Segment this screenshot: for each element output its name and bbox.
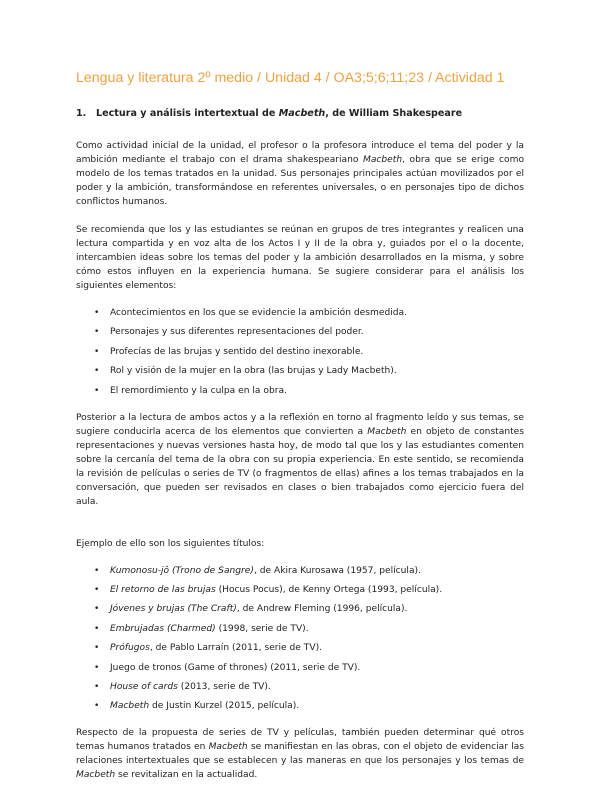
p1-a: Como actividad inicial de la unidad, el profesor o la profesora introduce el tema del poder y la ambición mediante el trabajo con el drama shakespeariano (76, 141, 524, 165)
title-rest: de Justin Kurzel (2015, película). (149, 701, 300, 712)
p3-b: Macbeth (367, 426, 407, 437)
list-item: • Personajes y sus diferentes representaciones del poder. (94, 326, 524, 338)
titles-list (76, 565, 524, 713)
p3-a: Posterior a la lectura de ambos actos y a la reflexión en torno al fragmento leído y sus temas, se sugiere conducirla acerca de los elementos que convierten a (76, 412, 524, 437)
paragraph-recommendation: Se recomienda que los y las estudiantes se reúnan en grupos de tres integrantes y realicen una lectura compartida y en voz alta de los Actos I y II de la obra y, guiados por el o la docente, intercambien ideas sobre los temas del poder y la ambición desarrollados en la misma, y sobre cómo estos influyen en la experiencia humana. Se sugiere considerar para el análisis los siguientes elementos: (76, 225, 524, 291)
list-item: • Acontecimientos en los que se evidencie la ambición desmedida. (94, 307, 524, 319)
paragraph-intro (76, 139, 524, 209)
section-number: 1. (76, 108, 87, 119)
title-rest: , de Andrew Fleming (1996, película). (236, 604, 408, 615)
title-italic: House of cards (110, 681, 178, 692)
p1-b: Macbeth (362, 155, 403, 165)
p5-a: Respecto de la propuesta de series de TV y películas, también pueden determinar qué otros temas humanos tratados en (76, 728, 524, 753)
title-italic: Prófugos (110, 643, 150, 654)
paragraph-examples-intro: Ejemplo de ello son los siguientes títulos: (76, 538, 265, 549)
section-title (76, 108, 524, 119)
title-italic: Embrujadas (Charmed) (110, 623, 216, 634)
title-italic: Kumonosu-jô (Trono de Sangre) (110, 565, 254, 576)
list-item (94, 662, 524, 674)
p5-b: Macbeth (208, 742, 248, 753)
p5-c: se manifiestan en las obras, con el objeto de evidenciar las relaciones intertextuales que se establecen y las maneras en que los personajes y los temas de (76, 742, 524, 767)
p1-c: , obra que se erige como modelo de los temas tratados en la unidad. Sus personajes principales actúan movilizados por el poder y la ambición, transformándose en referentes universales, o en personajes tipo de dichos conflictos humanos. (76, 155, 525, 207)
spacer (76, 523, 524, 537)
title-italic: Macbeth (110, 701, 150, 712)
p5-e: se revitalizan en la actualidad. (115, 770, 258, 781)
section-title-text (96, 108, 462, 119)
title-rest: , de Akira Kurosawa (1957, película). (253, 565, 421, 576)
list-item (94, 565, 524, 577)
p5-d: Macbeth (76, 770, 116, 781)
title-rest: (1998, serie de TV). (215, 623, 309, 634)
title-rest: (2013, serie de TV). (177, 681, 271, 692)
list-item: • Profecías de las brujas y sentido del destino inexorable. (94, 346, 524, 358)
paragraph-closing (76, 726, 524, 782)
list-item: • Rol y visión de la mujer en la obra (las brujas y Lady Macbeth). (94, 365, 524, 377)
title-pre: Lectura y análisis intertextual de (96, 108, 279, 119)
p3-c: en objeto de constantes representaciones y nuevas versiones hasta hoy, de modo tal que los y las estudiantes comenten sobre la cercanía del tema de la obra con su propia experiencia. En este sentido, se recomienda la revisión de películas o series de TV (o fragmentos de ellas) afines a los temas trabajados en la conversación, que pueden ser revisados en clases o bien trabajados como ejercicio fuera del aula. (76, 426, 524, 507)
title-post: , de William Shakespeare (325, 108, 463, 119)
paragraph-discussion (76, 411, 524, 509)
list-item (94, 700, 524, 712)
title-italic: Jóvenes y brujas (The Craft) (110, 604, 237, 615)
analysis-elements-list (76, 307, 524, 397)
list-item (94, 584, 524, 596)
title-italic: El retorno de las brujas (110, 584, 216, 595)
page-header: Lengua y literatura 2º medio / Unidad 4 / OA3;5;6;11;23 / Actividad 1 (76, 70, 505, 86)
title-rest: Juego de tronos (Game of thrones) (2011, serie de TV). (110, 662, 361, 673)
title-rest: , de Pablo Larraín (2011, serie de TV). (149, 643, 323, 654)
title-italic: Macbeth (278, 108, 326, 119)
list-item (94, 623, 524, 635)
list-item (94, 603, 524, 615)
list-item (94, 681, 524, 693)
title-rest: (Hocus Pocus), de Kenny Ortega (1993, película). (215, 584, 443, 595)
list-item (94, 642, 524, 654)
list-item: • El remordimiento y la culpa en la obra. (94, 385, 524, 397)
